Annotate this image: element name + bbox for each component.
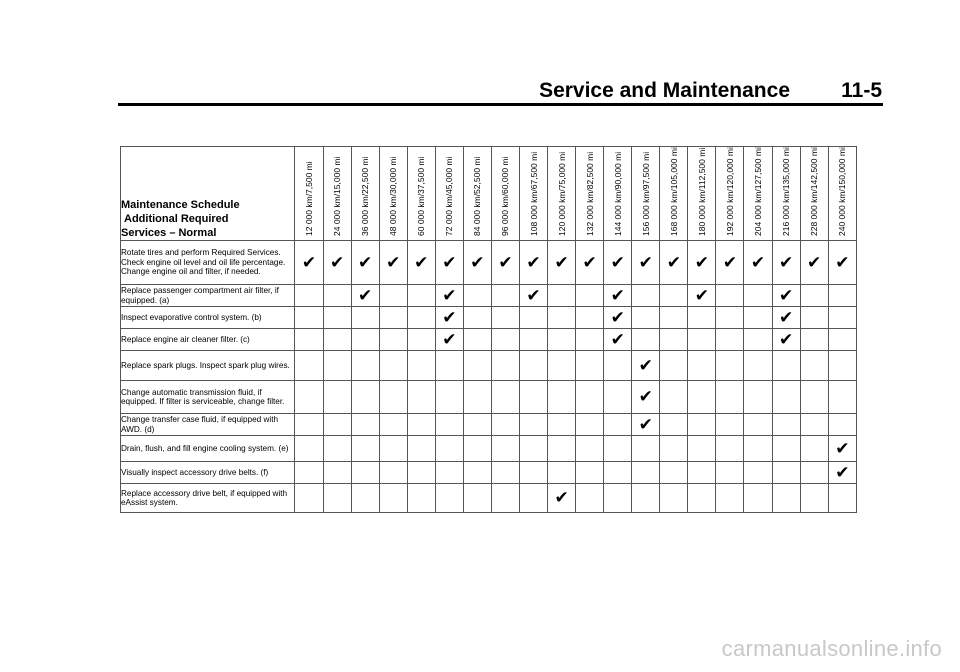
- interval-label: 96 000 km/60,000 mi: [500, 156, 511, 236]
- empty-cell: [351, 329, 379, 351]
- empty-cell: [660, 381, 688, 414]
- empty-cell: [800, 414, 828, 436]
- empty-cell: [744, 285, 772, 307]
- service-task: Drain, flush, and fill engine cooling system. (e): [121, 436, 295, 462]
- empty-cell: [576, 351, 604, 381]
- service-task: Change automatic transmission fluid, if equipped. If filter is serviceable, change filter.: [121, 381, 295, 414]
- service-task: Replace engine air cleaner filter. (c): [121, 329, 295, 351]
- empty-cell: [744, 436, 772, 462]
- empty-cell: [351, 414, 379, 436]
- empty-cell: [716, 484, 744, 513]
- empty-cell: [604, 484, 632, 513]
- check-mark-icon: ✔: [519, 241, 547, 285]
- empty-cell: [295, 484, 323, 513]
- service-task: Inspect evaporative control system. (b): [121, 307, 295, 329]
- empty-cell: [491, 329, 519, 351]
- empty-cell: [295, 436, 323, 462]
- empty-cell: [323, 436, 351, 462]
- empty-cell: [660, 436, 688, 462]
- empty-cell: [772, 381, 800, 414]
- empty-cell: [660, 285, 688, 307]
- interval-label: 108 000 km/67,500 mi: [528, 151, 539, 236]
- empty-cell: [576, 436, 604, 462]
- empty-cell: [463, 462, 491, 484]
- check-mark-icon: ✔: [828, 436, 856, 462]
- table-row: [121, 307, 857, 329]
- empty-cell: [379, 351, 407, 381]
- empty-cell: [828, 285, 856, 307]
- check-mark-icon: ✔: [379, 241, 407, 285]
- empty-cell: [295, 329, 323, 351]
- check-mark-icon: ✔: [772, 329, 800, 351]
- table-row: [121, 381, 857, 414]
- empty-cell: [435, 462, 463, 484]
- empty-cell: [604, 381, 632, 414]
- interval-column-header: [828, 147, 856, 241]
- check-mark-icon: ✔: [772, 307, 800, 329]
- section-title: Service and Maintenance: [539, 79, 790, 102]
- empty-cell: [519, 351, 547, 381]
- empty-cell: [688, 436, 716, 462]
- table-row: [121, 484, 857, 513]
- interval-label: 204 000 km/127,500 mi: [753, 147, 763, 236]
- check-mark-icon: ✔: [800, 241, 828, 285]
- check-mark-icon: ✔: [632, 351, 660, 381]
- interval-column-header: [688, 147, 716, 241]
- interval-label: 24 000 km/15,000 mi: [332, 156, 343, 236]
- empty-cell: [463, 436, 491, 462]
- empty-cell: [688, 307, 716, 329]
- empty-cell: [351, 381, 379, 414]
- empty-cell: [828, 329, 856, 351]
- table-row: [121, 462, 857, 484]
- schedule-title-line: Maintenance Schedule: [121, 199, 240, 211]
- empty-cell: [407, 307, 435, 329]
- empty-cell: [772, 436, 800, 462]
- empty-cell: [379, 484, 407, 513]
- empty-cell: [295, 351, 323, 381]
- empty-cell: [828, 351, 856, 381]
- interval-column-header: [435, 147, 463, 241]
- empty-cell: [576, 329, 604, 351]
- empty-cell: [660, 462, 688, 484]
- service-task: Rotate tires and perform Required Services. Check engine oil level and oil life percentage. Change engine oil and filter, if needed.: [121, 241, 295, 285]
- check-mark-icon: ✔: [772, 285, 800, 307]
- interval-column-header: [548, 147, 576, 241]
- empty-cell: [407, 329, 435, 351]
- empty-cell: [772, 484, 800, 513]
- check-mark-icon: ✔: [632, 414, 660, 436]
- empty-cell: [351, 436, 379, 462]
- empty-cell: [716, 351, 744, 381]
- interval-label: 216 000 km/135,000 mi: [781, 147, 792, 236]
- schedule-body: [121, 241, 857, 513]
- empty-cell: [491, 484, 519, 513]
- empty-cell: [688, 351, 716, 381]
- empty-cell: [604, 414, 632, 436]
- empty-cell: [407, 462, 435, 484]
- empty-cell: [632, 436, 660, 462]
- empty-cell: [519, 329, 547, 351]
- interval-label: 192 000 km/120,000 mi: [724, 147, 735, 236]
- empty-cell: [604, 436, 632, 462]
- interval-label: 48 000 km/30,000 mi: [388, 156, 399, 236]
- interval-column-header: [463, 147, 491, 241]
- empty-cell: [660, 329, 688, 351]
- empty-cell: [379, 381, 407, 414]
- empty-cell: [632, 329, 660, 351]
- empty-cell: [548, 307, 576, 329]
- empty-cell: [519, 436, 547, 462]
- empty-cell: [548, 462, 576, 484]
- empty-cell: [548, 381, 576, 414]
- interval-label: 156 000 km/97,500 mi: [640, 151, 651, 236]
- empty-cell: [519, 484, 547, 513]
- empty-cell: [828, 381, 856, 414]
- empty-cell: [351, 462, 379, 484]
- check-mark-icon: ✔: [435, 329, 463, 351]
- service-task: Replace accessory drive belt, if equipped with eAssist system.: [121, 484, 295, 513]
- empty-cell: [407, 436, 435, 462]
- interval-column-header: [604, 147, 632, 241]
- empty-cell: [323, 285, 351, 307]
- check-mark-icon: ✔: [351, 285, 379, 307]
- interval-label: 12 000 km/7,500 mi: [304, 161, 314, 236]
- empty-cell: [660, 414, 688, 436]
- empty-cell: [435, 381, 463, 414]
- empty-cell: [407, 351, 435, 381]
- interval-label: 228 000 km/142,500 mi: [809, 147, 820, 236]
- empty-cell: [379, 285, 407, 307]
- service-task: Change transfer case fluid, if equipped with AWD. (d): [121, 414, 295, 436]
- table-row: [121, 241, 857, 285]
- empty-cell: [435, 414, 463, 436]
- check-mark-icon: ✔: [688, 285, 716, 307]
- interval-label: 60 000 km/37,500 mi: [416, 156, 427, 236]
- interval-label: 36 000 km/22,500 mi: [360, 156, 371, 236]
- interval-column-header: [295, 147, 323, 241]
- empty-cell: [772, 351, 800, 381]
- interval-column-header: [800, 147, 828, 241]
- empty-cell: [491, 381, 519, 414]
- check-mark-icon: ✔: [463, 241, 491, 285]
- empty-cell: [379, 436, 407, 462]
- check-mark-icon: ✔: [688, 241, 716, 285]
- empty-cell: [828, 414, 856, 436]
- empty-cell: [435, 484, 463, 513]
- interval-column-header: [716, 147, 744, 241]
- empty-cell: [716, 285, 744, 307]
- empty-cell: [716, 414, 744, 436]
- empty-cell: [772, 414, 800, 436]
- check-mark-icon: ✔: [716, 241, 744, 285]
- empty-cell: [435, 436, 463, 462]
- empty-cell: [716, 462, 744, 484]
- interval-column-header: [576, 147, 604, 241]
- empty-cell: [688, 381, 716, 414]
- header-divider: [118, 103, 883, 106]
- empty-cell: [323, 484, 351, 513]
- interval-column-header: [351, 147, 379, 241]
- interval-label: 168 000 km/105,000 mi: [668, 147, 679, 236]
- service-task: Visually inspect accessory drive belts. (f): [121, 462, 295, 484]
- empty-cell: [351, 307, 379, 329]
- empty-cell: [463, 351, 491, 381]
- empty-cell: [744, 307, 772, 329]
- empty-cell: [407, 381, 435, 414]
- empty-cell: [491, 307, 519, 329]
- check-mark-icon: ✔: [351, 241, 379, 285]
- check-mark-icon: ✔: [435, 307, 463, 329]
- empty-cell: [688, 414, 716, 436]
- table-row: [121, 414, 857, 436]
- empty-cell: [491, 351, 519, 381]
- empty-cell: [548, 351, 576, 381]
- empty-cell: [660, 484, 688, 513]
- empty-cell: [379, 307, 407, 329]
- check-mark-icon: ✔: [632, 381, 660, 414]
- empty-cell: [491, 436, 519, 462]
- empty-cell: [548, 414, 576, 436]
- empty-cell: [744, 381, 772, 414]
- empty-cell: [379, 462, 407, 484]
- empty-cell: [800, 381, 828, 414]
- empty-cell: [323, 329, 351, 351]
- empty-cell: [407, 484, 435, 513]
- empty-cell: [407, 414, 435, 436]
- schedule-title-line: Additional Required: [124, 213, 229, 225]
- empty-cell: [800, 484, 828, 513]
- empty-cell: [295, 414, 323, 436]
- empty-cell: [323, 307, 351, 329]
- empty-cell: [576, 462, 604, 484]
- empty-cell: [519, 414, 547, 436]
- check-mark-icon: ✔: [604, 307, 632, 329]
- empty-cell: [435, 351, 463, 381]
- empty-cell: [463, 329, 491, 351]
- interval-column-header: [323, 147, 351, 241]
- empty-cell: [519, 381, 547, 414]
- table-row: [121, 351, 857, 381]
- interval-column-header: [660, 147, 688, 241]
- interval-label: 132 000 km/82,500 mi: [584, 151, 595, 236]
- empty-cell: [519, 307, 547, 329]
- empty-cell: [295, 285, 323, 307]
- check-mark-icon: ✔: [491, 241, 519, 285]
- interval-column-header: [744, 147, 772, 241]
- empty-cell: [800, 351, 828, 381]
- empty-cell: [463, 381, 491, 414]
- empty-cell: [632, 307, 660, 329]
- check-mark-icon: ✔: [519, 285, 547, 307]
- empty-cell: [660, 351, 688, 381]
- empty-cell: [323, 414, 351, 436]
- empty-cell: [379, 329, 407, 351]
- empty-cell: [716, 381, 744, 414]
- check-mark-icon: ✔: [548, 241, 576, 285]
- interval-column-header: [632, 147, 660, 241]
- empty-cell: [407, 285, 435, 307]
- empty-cell: [351, 351, 379, 381]
- empty-cell: [800, 329, 828, 351]
- empty-cell: [744, 462, 772, 484]
- interval-label: 180 000 km/112,500 mi: [696, 147, 707, 236]
- empty-cell: [632, 285, 660, 307]
- empty-cell: [828, 484, 856, 513]
- empty-cell: [323, 462, 351, 484]
- empty-cell: [800, 436, 828, 462]
- empty-cell: [800, 307, 828, 329]
- empty-cell: [744, 414, 772, 436]
- interval-label: 240 000 km/150,000 mi: [837, 147, 848, 236]
- empty-cell: [463, 307, 491, 329]
- empty-cell: [519, 462, 547, 484]
- empty-cell: [576, 381, 604, 414]
- empty-cell: [491, 285, 519, 307]
- watermark: carmanualsonline.info: [721, 636, 942, 661]
- empty-cell: [576, 484, 604, 513]
- empty-cell: [688, 462, 716, 484]
- check-mark-icon: ✔: [604, 285, 632, 307]
- empty-cell: [463, 285, 491, 307]
- check-mark-icon: ✔: [435, 285, 463, 307]
- empty-cell: [716, 307, 744, 329]
- empty-cell: [548, 285, 576, 307]
- empty-cell: [604, 351, 632, 381]
- empty-cell: [491, 414, 519, 436]
- empty-cell: [323, 381, 351, 414]
- page-number: 11-5: [841, 79, 882, 102]
- empty-cell: [744, 484, 772, 513]
- service-task: Replace passenger compartment air filter, if equipped. (a): [121, 285, 295, 307]
- check-mark-icon: ✔: [323, 241, 351, 285]
- empty-cell: [379, 414, 407, 436]
- empty-cell: [548, 329, 576, 351]
- schedule-title: [121, 147, 295, 241]
- check-mark-icon: ✔: [604, 329, 632, 351]
- table-row: [121, 285, 857, 307]
- empty-cell: [576, 307, 604, 329]
- empty-cell: [576, 285, 604, 307]
- empty-cell: [295, 462, 323, 484]
- check-mark-icon: ✔: [295, 241, 323, 285]
- service-task: Replace spark plugs. Inspect spark plug wires.: [121, 351, 295, 381]
- interval-column-header: [379, 147, 407, 241]
- empty-cell: [688, 329, 716, 351]
- check-mark-icon: ✔: [632, 241, 660, 285]
- check-mark-icon: ✔: [828, 241, 856, 285]
- empty-cell: [632, 462, 660, 484]
- empty-cell: [828, 307, 856, 329]
- interval-column-header: [491, 147, 519, 241]
- check-mark-icon: ✔: [548, 484, 576, 513]
- empty-cell: [463, 484, 491, 513]
- empty-cell: [576, 414, 604, 436]
- check-mark-icon: ✔: [744, 241, 772, 285]
- interval-column-header: [772, 147, 800, 241]
- interval-column-header: [519, 147, 547, 241]
- schedule-title-line: Services – Normal: [121, 227, 217, 239]
- interval-label: 144 000 km/90,000 mi: [612, 151, 623, 236]
- empty-cell: [660, 307, 688, 329]
- empty-cell: [716, 436, 744, 462]
- check-mark-icon: ✔: [660, 241, 688, 285]
- check-mark-icon: ✔: [772, 241, 800, 285]
- check-mark-icon: ✔: [604, 241, 632, 285]
- empty-cell: [548, 436, 576, 462]
- empty-cell: [744, 329, 772, 351]
- empty-cell: [604, 462, 632, 484]
- empty-cell: [463, 414, 491, 436]
- check-mark-icon: ✔: [407, 241, 435, 285]
- empty-cell: [323, 351, 351, 381]
- maintenance-schedule-table: [120, 146, 857, 513]
- interval-label: 84 000 km/52,500 mi: [472, 156, 483, 236]
- empty-cell: [688, 484, 716, 513]
- check-mark-icon: ✔: [576, 241, 604, 285]
- check-mark-icon: ✔: [435, 241, 463, 285]
- empty-cell: [632, 484, 660, 513]
- empty-cell: [716, 329, 744, 351]
- empty-cell: [491, 462, 519, 484]
- interval-column-header: [407, 147, 435, 241]
- check-mark-icon: ✔: [828, 462, 856, 484]
- interval-label: 120 000 km/75,000 mi: [556, 151, 567, 236]
- empty-cell: [800, 285, 828, 307]
- table-row: [121, 436, 857, 462]
- empty-cell: [800, 462, 828, 484]
- empty-cell: [295, 307, 323, 329]
- empty-cell: [744, 351, 772, 381]
- interval-label: 72 000 km/45,000 mi: [444, 156, 455, 236]
- table-row: [121, 329, 857, 351]
- empty-cell: [295, 381, 323, 414]
- empty-cell: [772, 462, 800, 484]
- table-header-row: [121, 147, 857, 241]
- empty-cell: [351, 484, 379, 513]
